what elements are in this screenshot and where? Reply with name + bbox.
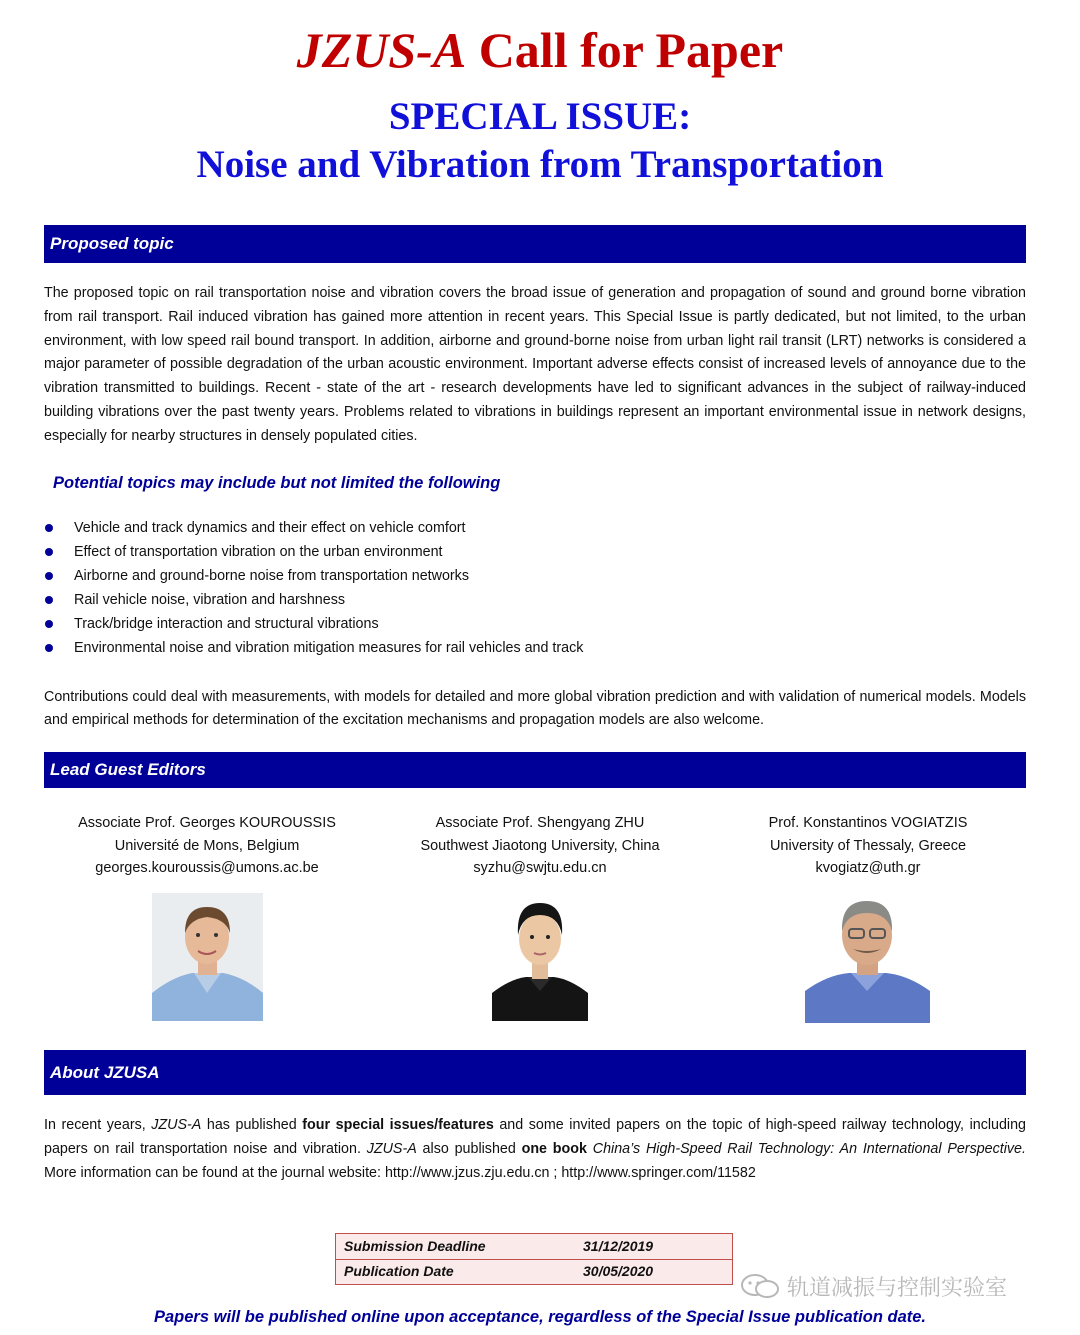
publication-date-value: 30/05/2020	[583, 1263, 654, 1279]
journal-name: JZUS-A	[296, 22, 467, 78]
editor-affiliation: Southwest Jiaotong University, China	[420, 837, 660, 854]
submission-deadline-label: Submission Deadline	[344, 1238, 486, 1254]
list-item	[44, 564, 583, 588]
proposed-topic-heading	[44, 225, 1026, 263]
about-heading	[44, 1050, 1026, 1095]
about-body	[44, 1114, 1026, 1185]
proposed-topic-heading-text: Proposed topic	[50, 234, 174, 253]
editor-name: Prof. Konstantinos VOGIATZIS	[768, 815, 968, 831]
list-item-text: Vehicle and track dynamics and their effect on vehicle comfort	[74, 520, 466, 536]
footer-note: Papers will be published online upon acceptance, regardless of the Special Issue publication date.	[153, 1308, 927, 1326]
bullet-icon	[45, 596, 53, 604]
watermark	[740, 1271, 1007, 1302]
list-item-text: Environmental noise and vibration mitigation measures for rail vehicles and track	[74, 640, 584, 656]
bullet-icon	[45, 620, 53, 628]
editors-heading	[44, 752, 1026, 788]
bullet-icon	[45, 572, 53, 580]
editor-email: georges.kouroussis@umons.ac.be	[95, 860, 319, 876]
editor-photo-zhu	[492, 893, 588, 1021]
about-text: More information can be found at the journal website: http://www.jzus.zju.edu.cn ; http://www.springer.com/11582	[44, 1164, 756, 1181]
publication-date-label: Publication Date	[344, 1263, 454, 1279]
list-item-text: Effect of transportation vibration on the urban environment	[74, 544, 443, 560]
watermark-text: 轨道减振与控制实验室	[787, 1276, 1008, 1301]
about-emphasis: four special issues/features	[302, 1117, 494, 1133]
editors-heading-text: Lead Guest Editors	[50, 760, 206, 779]
editor-card	[708, 812, 1028, 880]
about-text: has published	[201, 1117, 303, 1133]
editor-affiliation: Université de Mons, Belgium	[114, 837, 300, 854]
submission-deadline-value: 31/12/2019	[583, 1238, 654, 1254]
topics-list	[44, 516, 583, 660]
editor-photo-vogiatzis	[805, 887, 930, 1023]
page-title	[0, 18, 1080, 82]
editor-card	[380, 812, 700, 880]
journal-name: JZUS-A	[366, 1140, 417, 1157]
contributions-text: Contributions could deal with measurements, with models for detailed and more global vibration prediction and with validation of numerical models. Models and empirical methods for determination of the excitation mechanisms and propagation models are also welcome.	[44, 689, 1026, 728]
editor-email: syzhu@swjtu.edu.cn	[473, 860, 607, 876]
list-item	[44, 540, 583, 564]
editor-email: kvogiatz@uth.gr	[815, 860, 921, 876]
editor-name: Associate Prof. Georges KOUROUSSIS	[78, 815, 336, 831]
dates-table	[335, 1233, 733, 1285]
bullet-icon	[45, 524, 53, 532]
list-item	[44, 588, 583, 612]
proposed-topic-body: The proposed topic on rail transportation noise and vibration covers the broad issue of generation and propagation of sound and ground borne vibration from rail transport. Rail induced vibration has gained more attention in recent years. This Special Issue is partly dedicated, but not limited, to the urban environment, with low speed rail bound transport. In addition, airborne and ground-borne noise from urban light rail transit (LRT) networks is considered a major parameter of possible degradation of the urban acoustic environment. Important adverse effects consist of increased levels of annoyance due to the vibration transmitted to buildings. Recent - state of the art - research developments have led to significant advances in the subject of railway-induced building vibrations over the past twenty years. Problems related to vibrations in buildings represent an important environmental issue in network designs, especially for nearby structures in densely populated cities.	[44, 285, 1026, 444]
special-issue-label: SPECIAL ISSUE:	[388, 95, 692, 138]
about-emphasis: one book	[521, 1140, 587, 1157]
table-row	[336, 1260, 732, 1284]
bullet-icon	[45, 644, 53, 652]
list-item	[44, 636, 583, 660]
about-heading-text: About JZUSA	[50, 1062, 160, 1082]
about-text: and some invited papers on the topic of high-speed railway technology, including papers on rail transportation noise and vibration.	[44, 1117, 1027, 1157]
list-item-text: Rail vehicle noise, vibration and harshness	[74, 592, 345, 608]
journal-name: JZUS-A	[151, 1117, 202, 1133]
list-item-text: Track/bridge interaction and structural vibrations	[74, 616, 379, 632]
about-text: In recent years,	[44, 1117, 152, 1133]
potential-topics-heading: Potential topics may include but not limited the following	[53, 474, 501, 492]
list-item	[44, 516, 583, 540]
editor-affiliation: University of Thessaly, Greece	[769, 837, 967, 854]
editor-card	[47, 812, 367, 880]
editor-name: Associate Prof. Shengyang ZHU	[435, 815, 645, 831]
wechat-icon	[740, 1273, 780, 1299]
editor-photo-kouroussis	[152, 893, 263, 1021]
table-row	[336, 1235, 732, 1260]
about-text: also published	[416, 1140, 522, 1157]
special-issue-title: Noise and Vibration from Transportation	[196, 143, 884, 186]
list-item-text: Airborne and ground-borne noise from transportation networks	[74, 568, 469, 584]
bullet-icon	[45, 548, 53, 556]
book-title: China’s High-Speed Rail Technology: An International Perspective.	[592, 1140, 1026, 1157]
list-item	[44, 612, 583, 636]
title-rest: Call for Paper	[466, 22, 784, 78]
